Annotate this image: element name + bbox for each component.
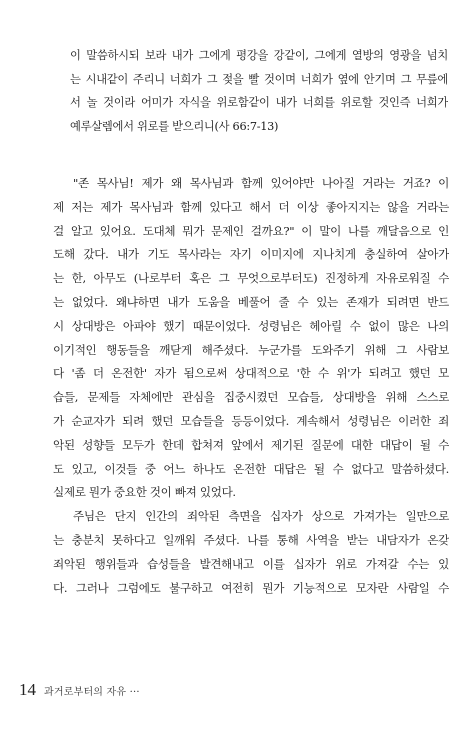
paragraph-line: 실제로 뭔가 중요한 것이 빠져 있었다. (53, 485, 236, 500)
paragraph-line: 제 저는 제가 목사님과 함께 있다고 해서 더 이상 좋아지지는 않을 거라는 (53, 199, 449, 214)
paragraph-line: "존 목사님! 제가 왜 목사님과 함께 있어야만 나아질 거라는 거죠? 이 (73, 176, 449, 190)
paragraph-line: 시 상대방은 아파야 했기 때문이었다. 성령님은 헤아릴 수 없이 많은 나의 (53, 318, 449, 333)
paragraph-line: 습들, 문제들 자체에만 관심을 집중시켰던 모습들, 상대방을 위해 스스로 (53, 390, 449, 405)
quote-line: 예루살렘에서 위로를 받으리니(사 66:7-13) (70, 119, 279, 133)
quote-line: 서 놀 것이라 어미가 자식을 위로함같이 내가 너희를 위로할 것인즉 너희가 (70, 96, 448, 109)
paragraph-line: 악된 성향들 모두가 한데 합쳐져 앞에서 제기된 질문에 대한 대답이 될 수 (53, 437, 449, 452)
paragraph-line: 는 없었다. 왜냐하면 내가 도움을 베풀어 줄 수 있는 존재가 되려면 반드 (53, 294, 449, 309)
paragraph-line: 는 충분치 못하다고 일깨워 주셨다. 나를 통해 사역을 받는 내담자가 온갖 (53, 532, 449, 547)
paragraph-line: 는 한, 아무도 (나로부터 혹은 그 무엇으로부터도) 진정하게 자유로워질 수 (53, 271, 449, 286)
paragraph-line: 다 '좀 더 온전한' 자가 됨으로써 상대적으로 '한 수 위'가 되려고 했던 모 (53, 366, 449, 381)
running-title: 과거로부터의 자유 ··· (44, 687, 140, 698)
paragraph-line: 주님은 단지 인간의 죄악된 측면을 십자가 상으로 가져가는 일만으로 (73, 509, 449, 524)
paragraph-line: 다. 그러나 그럼에도 불구하고 여전히 뭔가 기능적으로 모자란 사람일 수 (53, 580, 449, 595)
paragraph-line: 걸 알고 있어요. 도대체 뭐가 문제인 걸까요?" 이 말이 나를 깨달음으로 인 (53, 223, 449, 238)
paragraph-line: 가 순교자가 되려 했던 모습들을 등등이었다. 계속해서 성령님은 이러한 죄 (53, 413, 449, 428)
paragraph-line: 도 있고, 이것들 중 어느 하나도 온전한 대답은 될 수 없다고 말씀하셨다. (53, 461, 449, 476)
paragraph-line: 이기적인 행동들을 깨닫게 해주셨다. 누군가를 도와주기 위해 그 사람보 (53, 342, 449, 357)
page-footer (19, 680, 140, 700)
page-number: 14 (19, 680, 36, 699)
paragraph-line: 죄악된 행위들과 습성들을 발견해내고 이를 십자가 위로 가져갈 수는 있 (53, 556, 449, 571)
paragraph-line: 도해 갔다. 내가 기도 목사라는 자기 이미지에 지나치게 충실하여 살아가 (53, 247, 449, 262)
quote-line: 이 말씀하시되 보라 내가 그에게 평강을 강같이, 그에게 열방의 영광을 넘치 (70, 49, 448, 62)
scripture-quote (70, 44, 448, 138)
quote-line: 는 시내같이 주리니 너희가 그 젖을 빨 것이며 너희가 옆에 안기며 그 무릎에 (70, 72, 448, 86)
body-text (53, 172, 449, 600)
